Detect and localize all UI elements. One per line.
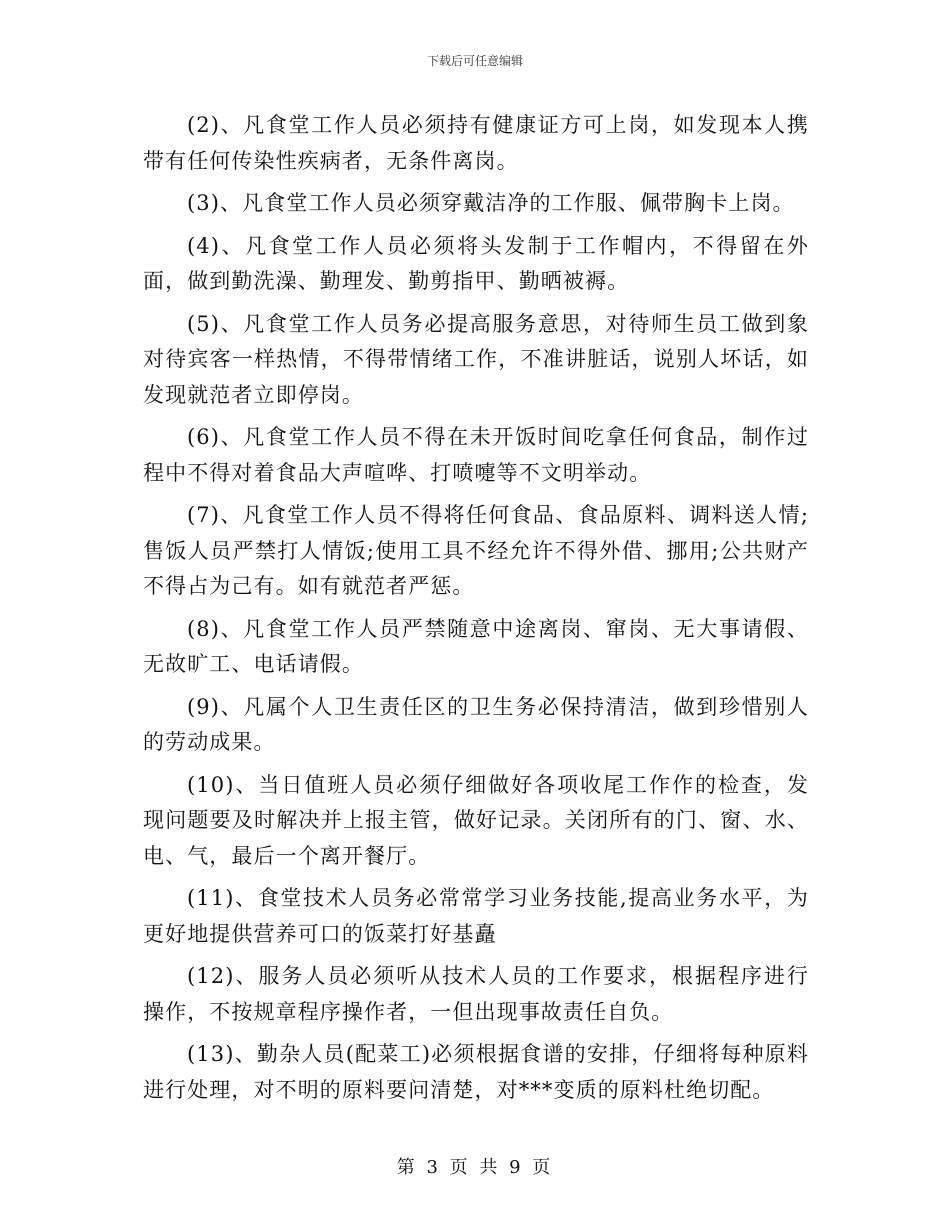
paragraph-5: (5)、凡食堂工作人员务必提高服务意思，对待师生员工做到象对待宾客一样热情，不得带情绪工作，不准讲脏话，说别人坏话，如发现就范者立即停岗。 xyxy=(143,311,809,407)
paragraph-6: (6)、凡食堂工作人员不得在未开饭时间吃拿任何食品，制作过程中不得对着食品大声喧哗、打喷嚏等不文明举动。 xyxy=(143,425,809,485)
paragraph-8: (8)、凡食堂工作人员严禁随意中途离岗、窜岗、无大事请假、无故旷工、电话请假。 xyxy=(143,616,809,676)
paragraph-3: (3)、凡食堂工作人员必须穿戴洁净的工作服、佩带胸卡上岗。 xyxy=(187,191,795,215)
paragraph-11: (11)、食堂技术人员务必常常学习业务技能,提高业务水平，为更好地提供营养可口的饭菜打好基矗 xyxy=(143,886,809,946)
paragraph-2: (2)、凡食堂工作人员必须持有健康证方可上岗，如发现本人携带有任何传染性疾病者，无条件离岗。 xyxy=(143,113,809,173)
paragraph-4: (4)、凡食堂工作人员必须将头发制于工作帽内，不得留在外面，做到勤洗澡、勤理发、勤剪指甲、勤晒被褥。 xyxy=(143,233,809,293)
paragraph-13: (13)、勤杂人员(配菜工)必须根据食谱的安排，仔细将每种原料进行处理，对不明的原料要问清楚，对***变质的原料杜绝切配。 xyxy=(143,1042,809,1102)
paragraph-12: (12)、服务人员必须听从技术人员的工作要求，根据程序进行操作，不按规章程序操作者，一但出现事故责任自负。 xyxy=(143,964,809,1024)
paragraph-7: (7)、凡食堂工作人员不得将任何食品、食品原料、调料送人情;售饭人员严禁打人情饭;使用工具不经允许不得外借、挪用;公共财产不得占为己有。如有就范者严惩。 xyxy=(143,503,809,598)
paragraph-9: (9)、凡属个人卫生责任区的卫生务必保持清洁，做到珍惜别人的劳动成果。 xyxy=(143,694,809,754)
page-header: 下载后可任意编辑 xyxy=(426,54,523,68)
document-body xyxy=(143,108,809,1115)
paragraph-10: (10)、当日值班人员必须仔细做好各项收尾工作作的检查，发现问题要及时解决并上报主管，做好记录。关闭所有的门、窗、水、电、气，最后一个离开餐厅。 xyxy=(143,772,809,868)
page-footer: 第 3 页 共 9 页 xyxy=(396,1157,554,1178)
